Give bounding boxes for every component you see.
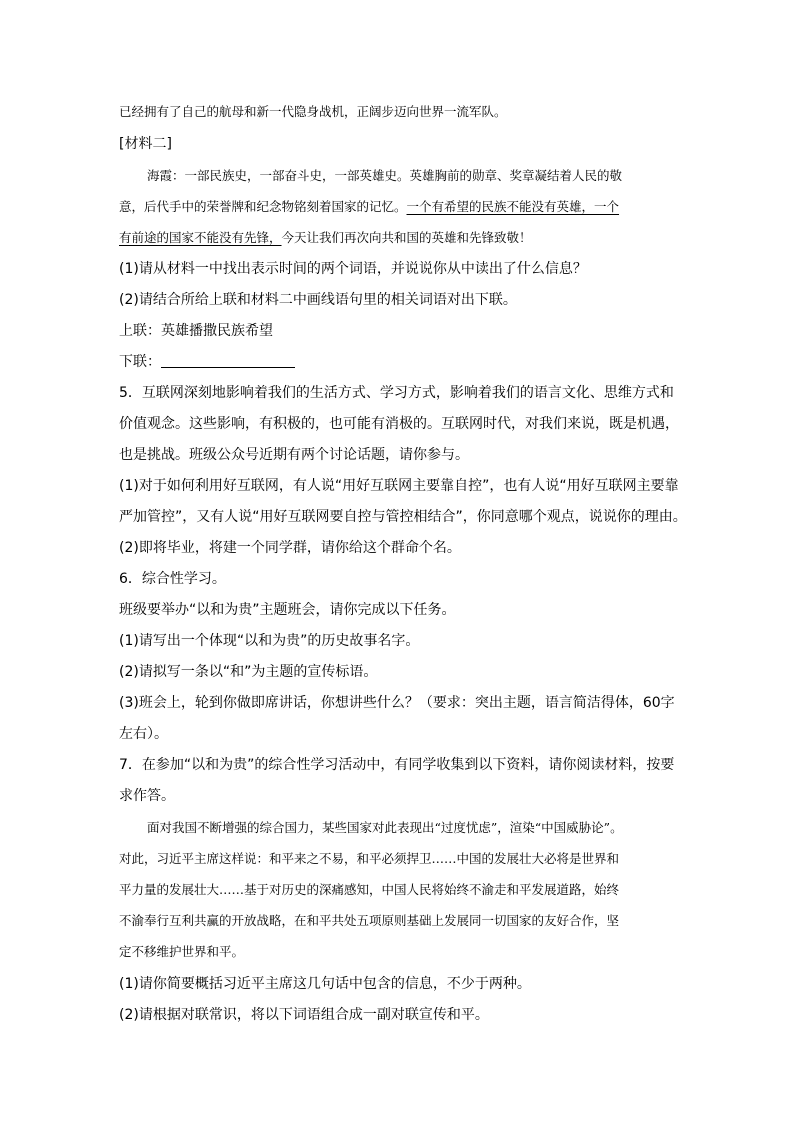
question-5-1: (1)对于如何利用好互联网，有人说“用好互联网主要靠自控”，也有人说“用好互联网主要靠 bbox=[119, 478, 679, 494]
question-7: 求作答。 bbox=[119, 788, 175, 804]
question-5: 也是挑战。班级公众号近期有两个讨论话题，请你参与。 bbox=[119, 447, 469, 463]
question-7: 7．在参加“以和为贵”的综合性学习活动中，有同学收集到以下资料，请你阅读材料，按要 bbox=[119, 757, 675, 773]
underlined-sentence: 一个有希望的民族不能没有英雄，一个 bbox=[406, 199, 620, 214]
material-two-heading: [材料二] bbox=[119, 136, 172, 152]
question-4-1: (1)请从材料一中找出表示时间的两个词语，并说说你从中读出了什么信息？ bbox=[119, 261, 587, 277]
question-4-2: (2)请结合所给上联和材料二中画线语句里的相关词语对出下联。 bbox=[119, 292, 517, 308]
question-6-2: (2)请拟写一条以“和”为主题的宣传标语。 bbox=[119, 664, 378, 680]
material-two-text: 意，后代手中的荣誉牌和纪念物铭刻着国家的记忆。一个有希望的民族不能没有英雄，一个 bbox=[119, 199, 620, 214]
material-text: 平力量的发展壮大……基于对历史的深痛感知，中国人民将始终不渝走和平发展道路，始终 bbox=[119, 882, 620, 897]
question-7-2: (2)请根据对联常识，将以下词语组合成一副对联宣传和平。 bbox=[119, 1007, 489, 1023]
material-two-text: 海霞：一部民族史，一部奋斗史，一部英雄史。英雄胸前的勋章、奖章凝结着人民的敬 bbox=[147, 168, 623, 183]
question-5-2: (2)即将毕业，将建一个同学群，请你给这个群命个名。 bbox=[119, 540, 461, 556]
material-two-text: 有前途的国家不能没有先锋，今天让我们再次向共和国的英雄和先锋致敬！ bbox=[119, 230, 532, 245]
first-line-couplet: 上联：英雄播撒民族希望 bbox=[119, 323, 273, 339]
material-text: 定不移维护世界和平。 bbox=[119, 944, 245, 959]
material-text: 不渝奉行互利共赢的开放战略，在和平共处五项原则基础上发展同一切国家的友好合作，坚 bbox=[119, 913, 620, 928]
question-6: 6．综合性学习。 bbox=[119, 571, 226, 587]
material-text: 对此，习近平主席这样说：和平来之不易，和平必须捍卫……中国的发展壮大必将是世界和 bbox=[119, 851, 620, 866]
question-5-1: 严加管控”，又有人说“用好互联网要自控与管控相结合”，你同意哪个观点，说说你的理由。 bbox=[119, 509, 687, 525]
question-6-intro: 班级要举办“以和为贵”主题班会，请你完成以下任务。 bbox=[119, 602, 456, 618]
second-line-couplet: 下联： bbox=[119, 352, 295, 372]
question-7-1: (1)请你简要概括习近平主席这几句话中包含的信息，不少于两种。 bbox=[119, 976, 531, 992]
underlined-sentence: 有前途的国家不能没有先锋， bbox=[119, 230, 282, 245]
question-5: 价值观念。这些影响，有积极的，也可能有消极的。互联网时代，对我们来说，既是机遇， bbox=[119, 416, 679, 432]
question-6-3: 左右）。 bbox=[119, 726, 168, 742]
question-6-3: (3)班会上，轮到你做即席讲话，你想讲些什么？（要求：突出主题，语言简洁得体，60字 bbox=[119, 695, 675, 711]
answer-blank[interactable] bbox=[161, 353, 295, 368]
material-one-ending: 已经拥有了自己的航母和新一代隐身战机，正阔步迈向世界一流军队。 bbox=[119, 104, 507, 119]
question-5: 5．互联网深刻地影响着我们的生活方式、学习方式，影响着我们的语言文化、思维方式和 bbox=[119, 385, 674, 401]
material-text: 面对我国不断增强的综合国力，某些国家对此表现出“过度忧虑”，渲染“中国威胁论”。 bbox=[147, 820, 623, 835]
question-6-1: (1)请写出一个体现“以和为贵”的历史故事名字。 bbox=[119, 633, 420, 649]
